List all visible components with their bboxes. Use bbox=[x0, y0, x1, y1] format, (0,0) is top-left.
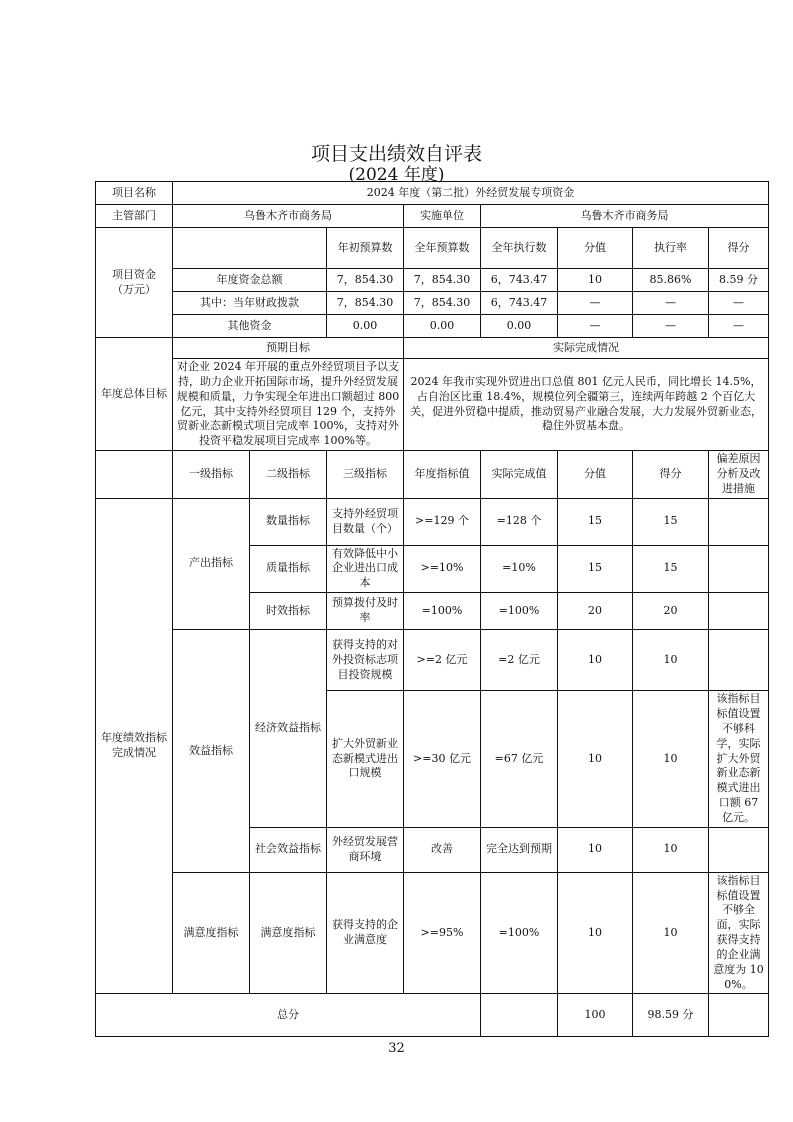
overall-header-row bbox=[96, 338, 769, 359]
funds-row-rate: — bbox=[633, 315, 709, 338]
funds-row-name: 年度资金总额 bbox=[173, 269, 327, 292]
indicator-l3: 获得支持的对外投资标志项目投资规模 bbox=[327, 630, 404, 691]
indicator-value: 10 bbox=[558, 691, 633, 828]
indicator-header-l2: 二级指标 bbox=[250, 451, 327, 499]
project-name-row bbox=[96, 182, 769, 205]
funds-label bbox=[96, 228, 173, 338]
indicator-l3: 扩大外贸新业态新模式进出口规模 bbox=[327, 691, 404, 828]
indicator-actual: 完全达到预期 bbox=[481, 827, 558, 872]
indicator-header-l1: 一级指标 bbox=[173, 451, 250, 499]
indicator-score: 10 bbox=[633, 691, 709, 828]
funds-row-score: — bbox=[709, 292, 769, 315]
funds-row-initial: 0.00 bbox=[327, 315, 404, 338]
dept-label: 主管部门 bbox=[96, 205, 173, 228]
indicator-score: 15 bbox=[633, 545, 709, 593]
indicator-score: 10 bbox=[633, 872, 709, 994]
funds-row-annual: 7，854.30 bbox=[404, 269, 481, 292]
indicator-value: 10 bbox=[558, 630, 633, 691]
funds-label-line1: 项目资金 bbox=[112, 267, 156, 281]
indicator-l3: 获得支持的企业满意度 bbox=[327, 872, 404, 994]
funds-row-initial: 7，854.30 bbox=[327, 292, 404, 315]
indicator-row bbox=[96, 872, 769, 994]
indicator-score: 10 bbox=[633, 827, 709, 872]
dept-value: 乌鲁木齐市商务局 bbox=[173, 205, 404, 228]
page-number: 32 bbox=[388, 1041, 405, 1056]
funds-row-executed: 0.00 bbox=[481, 315, 558, 338]
indicator-header-l3: 三级指标 bbox=[327, 451, 404, 499]
indicator-note bbox=[709, 827, 769, 872]
indicator-header-actual: 实际完成值 bbox=[481, 451, 558, 499]
indicator-header-value: 分值 bbox=[558, 451, 633, 499]
indicator-header-score: 得分 bbox=[633, 451, 709, 499]
indicator-score: 10 bbox=[633, 630, 709, 691]
indicator-note: 该指标目标值设置不够科学，实际扩大外贸新业态新模式进出口额 67 亿元。 bbox=[709, 691, 769, 828]
indicator-note bbox=[709, 593, 769, 630]
indicator-value: 20 bbox=[558, 593, 633, 630]
funds-header-score-value: 分值 bbox=[558, 228, 633, 269]
total-blank bbox=[481, 994, 558, 1037]
funds-row-annual: 7，854.30 bbox=[404, 292, 481, 315]
indicator-target: >=95% bbox=[404, 872, 481, 994]
indicator-score: 20 bbox=[633, 593, 709, 630]
indicator-actual: =67 亿元 bbox=[481, 691, 558, 828]
indicator-actual: =100% bbox=[481, 593, 558, 630]
indicators-section-label: 年度绩效指标完成情况 bbox=[96, 498, 173, 994]
indicator-actual: =2 亿元 bbox=[481, 630, 558, 691]
evaluation-table bbox=[95, 181, 769, 1037]
funds-header-rate: 执行率 bbox=[633, 228, 709, 269]
output-indicator-label: 产出指标 bbox=[173, 498, 250, 630]
indicator-header-blank bbox=[96, 451, 173, 499]
indicator-target: 改善 bbox=[404, 827, 481, 872]
indicator-target: >=2 亿元 bbox=[404, 630, 481, 691]
funds-header-score: 得分 bbox=[709, 228, 769, 269]
indicator-note bbox=[709, 630, 769, 691]
funds-row-score: — bbox=[709, 315, 769, 338]
project-name-value: 2024 年度（第二批）外经贸发展专项资金 bbox=[173, 182, 769, 205]
indicator-note: 该指标目标值设置不够全面，实际获得支持的企业满意度为 100%。 bbox=[709, 872, 769, 994]
economic-benefit-label: 经济效益指标 bbox=[250, 630, 327, 828]
impl-value: 乌鲁木齐市商务局 bbox=[481, 205, 769, 228]
indicator-score: 15 bbox=[633, 498, 709, 545]
department-row bbox=[96, 205, 769, 228]
indicator-actual: =10% bbox=[481, 545, 558, 593]
indicator-l2: 质量指标 bbox=[250, 545, 327, 593]
indicator-target: =100% bbox=[404, 593, 481, 630]
indicator-note bbox=[709, 545, 769, 593]
expected-goal-header: 预期目标 bbox=[173, 338, 404, 359]
indicator-value: 15 bbox=[558, 545, 633, 593]
indicator-header-deviation: 偏差原因分析及改进措施 bbox=[709, 451, 769, 499]
total-label: 总分 bbox=[96, 994, 481, 1037]
total-value: 100 bbox=[558, 994, 633, 1037]
total-score: 98.59 分 bbox=[633, 994, 709, 1037]
overall-goal-label: 年度总体目标 bbox=[96, 338, 173, 451]
funds-header-initial: 年初预算数 bbox=[327, 228, 404, 269]
indicator-target: >=30 亿元 bbox=[404, 691, 481, 828]
overall-content-row bbox=[96, 359, 769, 451]
indicator-value: 10 bbox=[558, 872, 633, 994]
funds-header-executed: 全年执行数 bbox=[481, 228, 558, 269]
funds-row-initial: 7，854.30 bbox=[327, 269, 404, 292]
funds-header-row bbox=[96, 228, 769, 269]
indicator-row bbox=[96, 498, 769, 545]
expected-goal-text: 对企业 2024 年开展的重点外经贸项目予以支持，助力企业开拓国际市场，提升外经贸发展规模和质量，力争实现全年进出口额超过 800 亿元，其中支持外经贸项目 129 个，支持外贸新业态新模式项目完成率 100%，支持对外投资平稳发展项目完成率 100%等。 bbox=[173, 359, 404, 451]
funds-row-score-value: — bbox=[558, 315, 633, 338]
funds-row-executed: 6，743.47 bbox=[481, 269, 558, 292]
indicator-l3: 预算拨付及时率 bbox=[327, 593, 404, 630]
funds-row-rate: — bbox=[633, 292, 709, 315]
indicator-value: 10 bbox=[558, 827, 633, 872]
indicator-row bbox=[96, 630, 769, 691]
funds-row-score-value: — bbox=[558, 292, 633, 315]
funds-label-line2: （万元） bbox=[112, 282, 156, 296]
satisfaction-indicator-label: 满意度指标 bbox=[173, 872, 250, 994]
funds-row-executed: 6，743.47 bbox=[481, 292, 558, 315]
project-name-label: 项目名称 bbox=[96, 182, 173, 205]
indicator-header-row bbox=[96, 451, 769, 499]
indicator-l3: 支持外经贸项目数量（个） bbox=[327, 498, 404, 545]
social-benefit-label: 社会效益指标 bbox=[250, 827, 327, 872]
indicator-l2: 时效指标 bbox=[250, 593, 327, 630]
indicator-value: 15 bbox=[558, 498, 633, 545]
page-title: 项目支出绩效自评表 bbox=[310, 143, 482, 165]
page-subtitle: (2024 年度) bbox=[348, 165, 445, 185]
indicator-l3: 有效降低中小企业进出口成本 bbox=[327, 545, 404, 593]
indicator-l2: 数量指标 bbox=[250, 498, 327, 545]
funds-row bbox=[96, 292, 769, 315]
indicator-actual: =128 个 bbox=[481, 498, 558, 545]
funds-row bbox=[96, 269, 769, 292]
funds-row-score-value: 10 bbox=[558, 269, 633, 292]
actual-completion-header: 实际完成情况 bbox=[404, 338, 769, 359]
funds-header-annual: 全年预算数 bbox=[404, 228, 481, 269]
funds-row-rate: 85.86% bbox=[633, 269, 709, 292]
indicator-header-target: 年度指标值 bbox=[404, 451, 481, 499]
impl-label: 实施单位 bbox=[404, 205, 481, 228]
indicator-l2: 满意度指标 bbox=[250, 872, 327, 994]
indicator-target: >=10% bbox=[404, 545, 481, 593]
funds-row-annual: 0.00 bbox=[404, 315, 481, 338]
funds-row-score: 8.59 分 bbox=[709, 269, 769, 292]
total-note-blank bbox=[709, 994, 769, 1037]
total-row bbox=[96, 994, 769, 1037]
actual-completion-text: 2024 年我市实现外贸进出口总值 801 亿元人民币，同比增长 14.5%，占自治区比重 18.4%，规模位列全疆第三，连续两年跨越 2 个百亿大关，促进外贸稳中提质，推动贸易产业融合发展，大力发展外贸新业态，稳住外贸基本盘。 bbox=[404, 359, 769, 451]
funds-row bbox=[96, 315, 769, 338]
funds-row-name: 其中：当年财政拨款 bbox=[173, 292, 327, 315]
benefit-indicator-label: 效益指标 bbox=[173, 630, 250, 873]
indicator-target: >=129 个 bbox=[404, 498, 481, 545]
indicator-note bbox=[709, 498, 769, 545]
funds-row-name: 其他资金 bbox=[173, 315, 327, 338]
funds-header-blank bbox=[173, 228, 327, 269]
indicator-l3: 外经贸发展营商环境 bbox=[327, 827, 404, 872]
indicator-actual: =100% bbox=[481, 872, 558, 994]
